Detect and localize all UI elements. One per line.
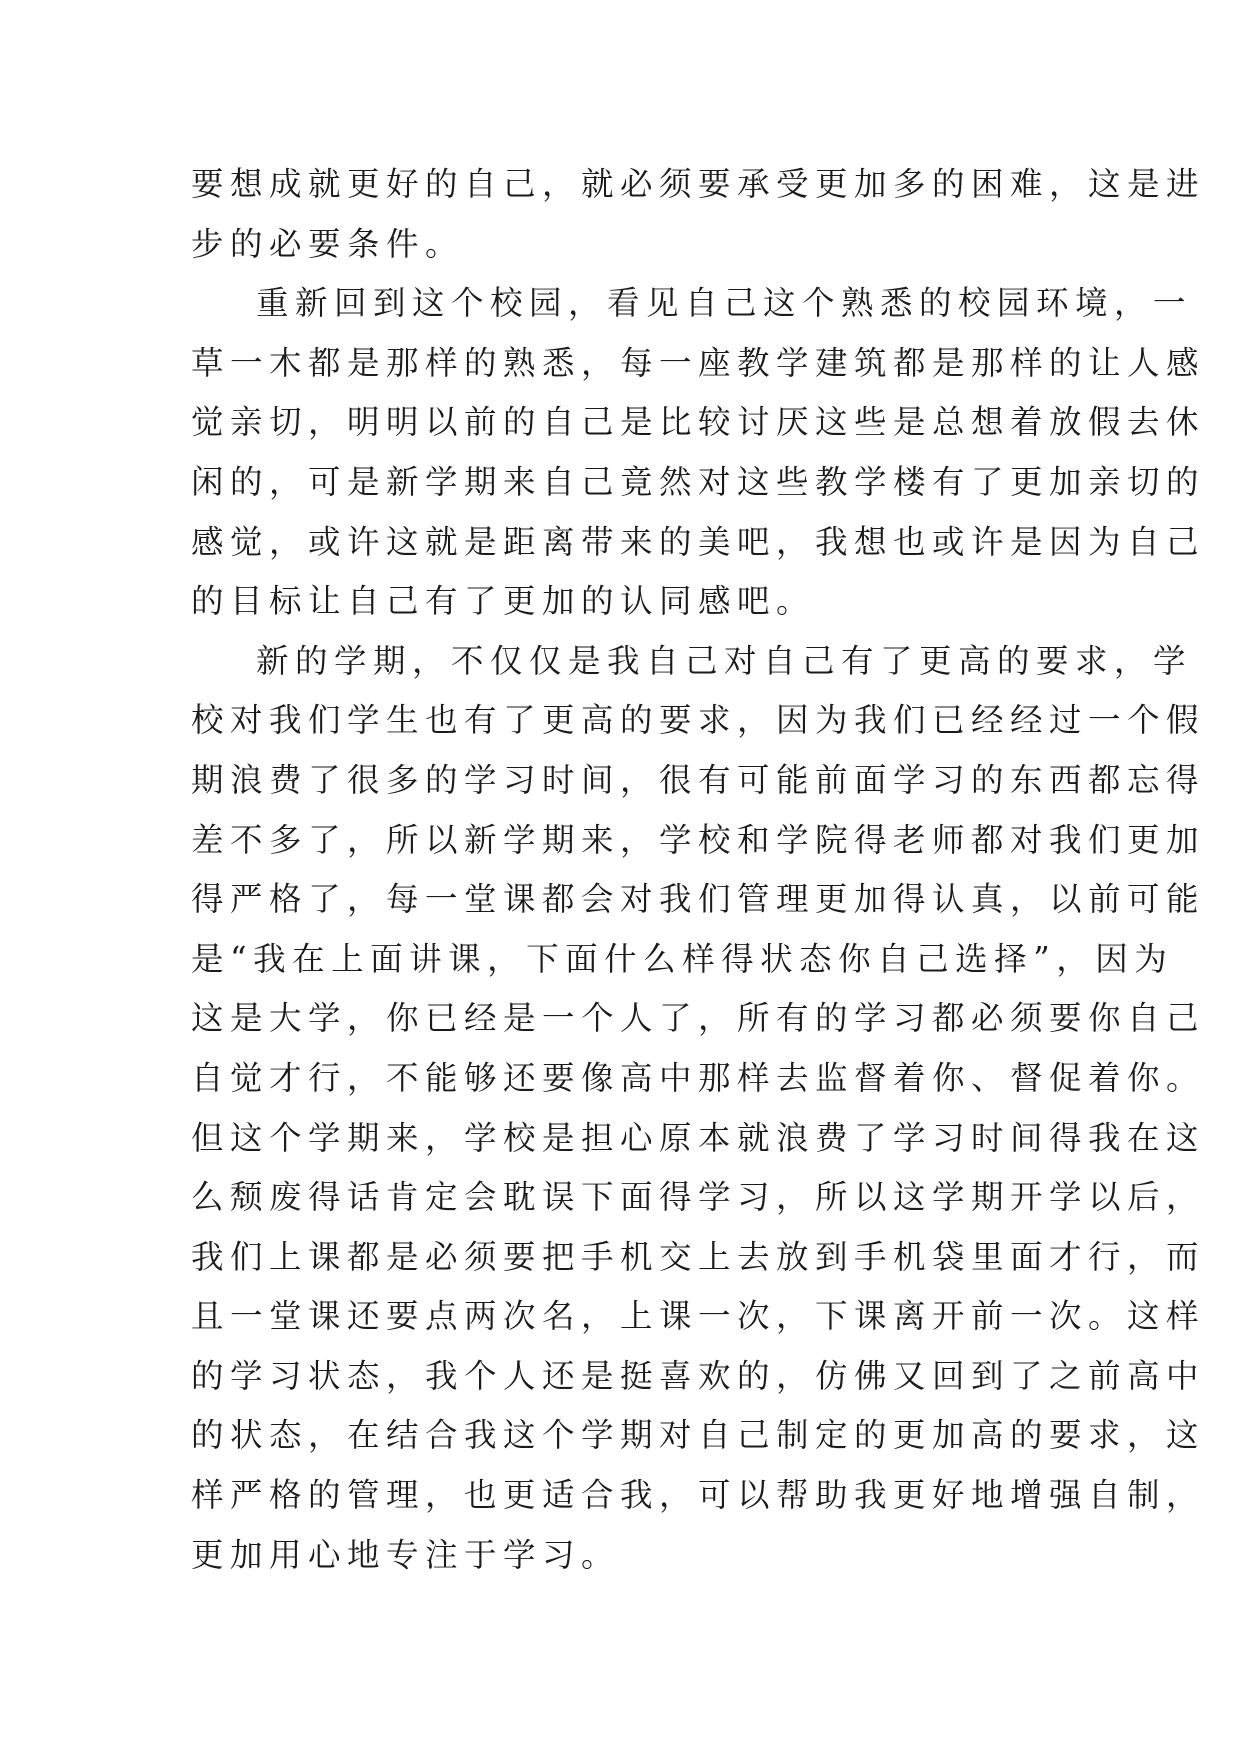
text-line: 步的必要条件。 — [191, 224, 465, 263]
text-line: 草一木都是那样的熟悉，每一座教学建筑都是那样的让人感 — [191, 343, 1206, 382]
text-line: 的目标让自己有了更加的认同感吧。 — [191, 582, 816, 621]
text-line: 么颓废得话肯定会耽误下面得学习，所以这学期开学以后， — [191, 1178, 1206, 1217]
text-line: 校对我们学生也有了更高的要求，因为我们已经经过一个假 — [191, 701, 1206, 740]
text-line: 要想成就更好的自己，就必须要承受更加多的困难，这是进 — [191, 165, 1206, 203]
text-line: 样严格的管理，也更适合我，可以帮助我更好地增强自制， — [191, 1476, 1206, 1515]
text-line: 但这个学期来，学校是担心原本就浪费了学习时间得我在这 — [191, 1118, 1206, 1157]
text-line: 是“我在上面讲课，下面什么样得状态你自己选择”，因为 — [191, 939, 1174, 978]
text-line: 闲的，可是新学期来自己竟然对这些教学楼有了更加亲切的 — [191, 462, 1206, 501]
text-line: 的学习状态，我个人还是挺喜欢的，仿佛又回到了之前高中 — [191, 1356, 1206, 1395]
text-line: 且一堂课还要点两次名，上课一次，下课离开前一次。这样 — [191, 1297, 1206, 1336]
text-line: 得严格了，每一堂课都会对我们管理更加得认真，以前可能 — [191, 880, 1206, 919]
text-line: 的状态，在结合我这个学期对自己制定的更加高的要求，这 — [191, 1416, 1206, 1455]
text-line: 期浪费了很多的学习时间，很有可能前面学习的东西都忘得 — [191, 760, 1206, 799]
text-line: 重新回到这个校园，看见自己这个熟悉的校园环境，一 — [256, 284, 1193, 323]
text-line: 自觉才行，不能够还要像高中那样去监督着你、督促着你。 — [191, 1058, 1206, 1097]
text-line: 觉亲切，明明以前的自己是比较讨厌这些是总想着放假去休 — [191, 403, 1206, 442]
text-line: 这是大学，你已经是一个人了，所有的学习都必须要你自己 — [191, 999, 1206, 1038]
text-line: 我们上课都是必须要把手机交上去放到手机袋里面才行，而 — [191, 1237, 1206, 1276]
text-line: 更加用心地专注于学习。 — [191, 1535, 621, 1574]
document-body — [191, 155, 1206, 1585]
text-line: 差不多了，所以新学期来，学校和学院得老师都对我们更加 — [191, 820, 1206, 859]
text-line: 感觉，或许这就是距离带来的美吧，我想也或许是因为自己 — [191, 522, 1206, 561]
text-line: 新的学期，不仅仅是我自己对自己有了更高的要求，学 — [256, 641, 1193, 680]
